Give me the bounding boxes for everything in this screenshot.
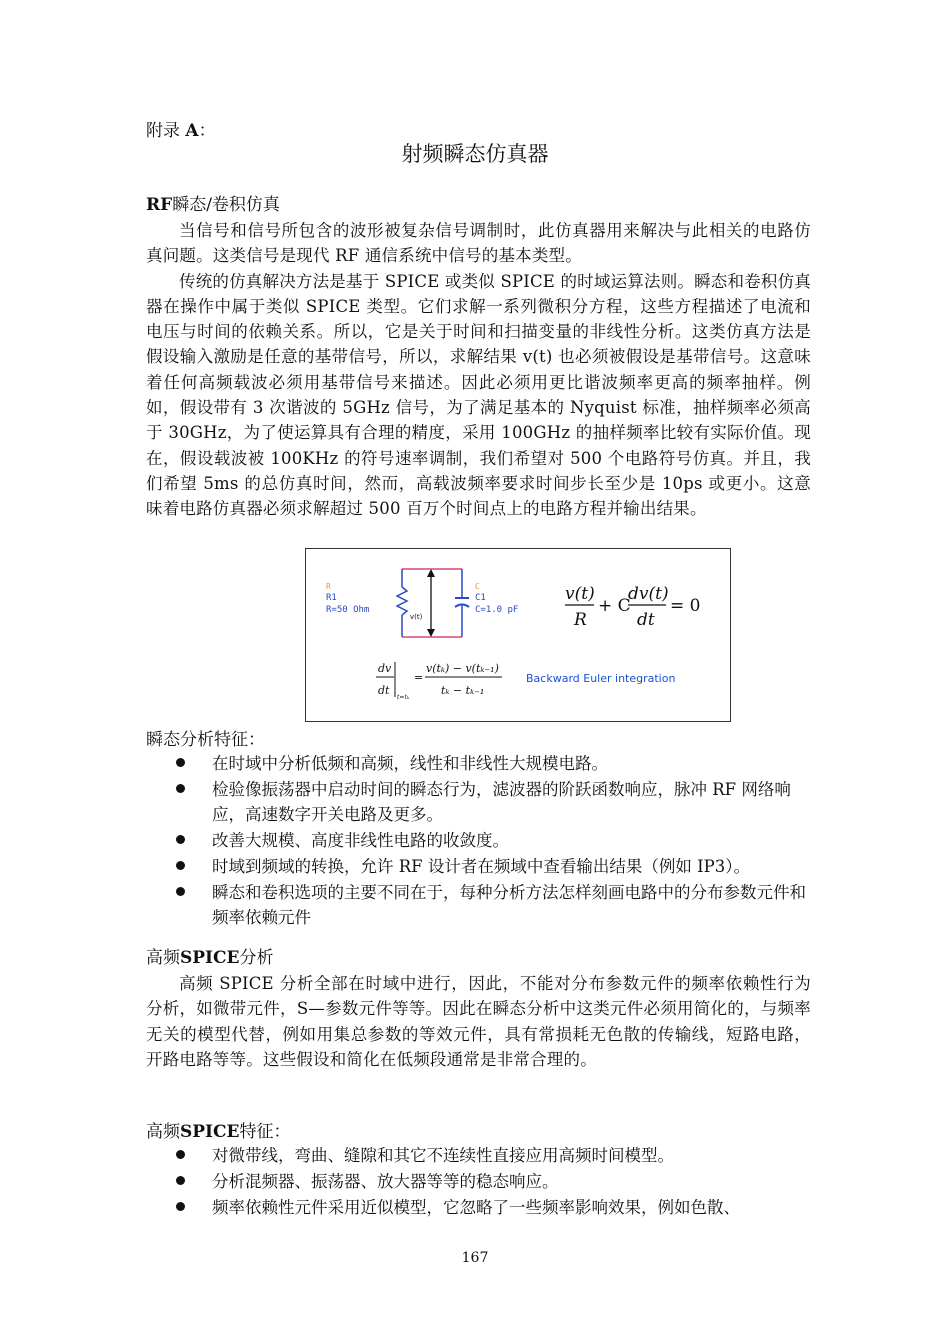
eq-equals-zero: = 0: [670, 596, 701, 616]
rc-circuit-svg: [306, 549, 730, 721]
node-voltage-label: v(t): [410, 613, 423, 621]
backward-euler-caption: Backward Euler integration: [526, 672, 676, 685]
euler-lhs-num: dv: [378, 662, 392, 675]
list-item: 在时域中分析低频和高频，线性和非线性大规模电路。: [176, 751, 812, 776]
capacitor-type-letter: C: [475, 582, 480, 591]
list-item: 对微带线，弯曲、缝隙和其它不连续性直接应用高频时间模型。: [176, 1143, 812, 1168]
bullet-dot-icon: [176, 861, 185, 870]
euler-equals: =: [414, 671, 424, 684]
kcl-equation: [565, 584, 700, 630]
section-heading: 高频SPICE特征：: [146, 1122, 291, 1142]
list-item: 分析混频器、振荡器、放大器等等的稳态响应。: [176, 1169, 812, 1194]
section-heading: RF瞬态/卷积仿真: [146, 195, 280, 215]
list-item: 时域到频域的转换，允许 RF 设计者在频域中查看输出结果（例如 IP3）。: [176, 854, 812, 879]
paragraph: 高频 SPICE 分析全部在时域中进行，因此，不能对分布参数元件的频率依赖性行为分析，如微带元件，S—参数元件等等。因此在瞬态分析中这类元件必须用简化的，与频率无关的模型代替，例如用集总参数的等效元件，具有常损耗无色散的传输线，短路电路，开路电路等等。这些假设和简化在低频段通常是非常合理的。: [146, 974, 811, 1069]
eq-numerator-v: v(t): [565, 584, 595, 604]
arrow-head-up: [427, 569, 435, 577]
capacitor-name: C1: [475, 593, 486, 603]
resistor-name: R1: [326, 593, 337, 603]
bullet-dot-icon: [176, 784, 185, 793]
capacitor-value: C=1.0 pF: [475, 605, 519, 615]
resistor-type-letter: R: [326, 582, 331, 591]
euler-rhs-den: tₖ − tₖ₋₁: [441, 684, 485, 697]
eq-denominator-dt: dt: [637, 610, 655, 630]
eq-plus-C: + C: [598, 596, 631, 616]
arrow-head-down: [427, 629, 435, 637]
bullet-dot-icon: [176, 1150, 185, 1159]
paragraph: 当信号和信号所包含的波形被复杂信号调制时，此仿真器用来解决与此相关的电路仿真问题。这类信号是现代 RF 通信系统中信号的基本类型。: [146, 221, 811, 266]
section-hf-spice-features-heading: [146, 1119, 811, 1145]
bullet-dot-icon: [176, 1176, 185, 1185]
list-item: 瞬态和卷积选项的主要不同在于，每种分析方法怎样刻画电路中的分布参数元件和频率依赖元件: [176, 880, 812, 930]
bullet-dot-icon: [176, 1202, 185, 1211]
bullet-dot-icon: [176, 758, 185, 767]
resistor-value: R=50 Ohm: [326, 605, 370, 615]
euler-rhs-num: v(tₖ) − v(tₖ₋₁): [426, 662, 499, 675]
page-number: 167: [461, 1250, 489, 1266]
section-transient-features-heading: [146, 727, 811, 753]
list-item: 改善大规模、高度非线性电路的收敛度。: [176, 828, 812, 853]
bullet-dot-icon: [176, 887, 185, 896]
euler-lhs-den: dt: [378, 684, 390, 697]
rc-circuit-figure: [305, 548, 731, 722]
transient-features-list: [176, 751, 812, 931]
section-rf-transient: [146, 192, 811, 522]
appendix-label: 附录 A：: [146, 121, 216, 141]
euler-evaluation-point: t=tₖ: [397, 694, 410, 701]
eq-denominator-R: R: [574, 610, 587, 630]
page-title: 射频瞬态仿真器: [401, 142, 549, 166]
section-hf-spice-analysis: [146, 945, 811, 1072]
resistor-symbol: [397, 587, 407, 615]
list-item: 检验像振荡器中启动时间的瞬态行为，滤波器的阶跃函数响应，脉冲 RF 网络响应，高速数字开关电路及更多。: [176, 777, 812, 827]
list-item: 频率依赖性元件采用近似模型，它忽略了一些频率影响效果，例如色散、: [176, 1195, 812, 1220]
paragraph: 传统的仿真解决方法是基于 SPICE 或类似 SPICE 的时域运算法则。瞬态和卷积仿真器在操作中属于类似 SPICE 类型。它们求解一系列微积分方程，这些方程描述了电流和电压与时间的依赖关系。所以，它是关于时间和扫描变量的非线性分析。这类仿真方法是假设输入激励是任意的基带信号，所以，求解结果 v(t) 也必须被假设是基带信号。这意味着任何高频载波必须用基带信号来描述。因此必须用更比谐波频率更高的频率抽样。例如，假设带有 3 次谐波的 5GHz 信号，为了满足基本的 Nyquist 标准，抽样频率必须高于 30GHz，为了使运算具有合理的精度，采用 100GHz 的抽样频率比较有实际价值。现在，假设载波被 100KHz 的符号速率调制，我们希望对 500 个电路符号仿真。并且，我们希望 5ms 的总仿真时间，然而，高载波频率要求时间步长至少是 10ps 或更小。这意味着电路仿真器必须求解超过 500 百万个时间点上的电路方程并输出结果。: [146, 271, 811, 519]
backward-euler-formula: [376, 662, 502, 701]
section-heading: 瞬态分析特征：: [146, 730, 265, 750]
bullet-dot-icon: [176, 835, 185, 844]
hf-spice-features-list: [176, 1143, 812, 1221]
eq-numerator-dv: dv(t): [628, 584, 669, 604]
section-heading: 高频SPICE分析: [146, 948, 274, 968]
